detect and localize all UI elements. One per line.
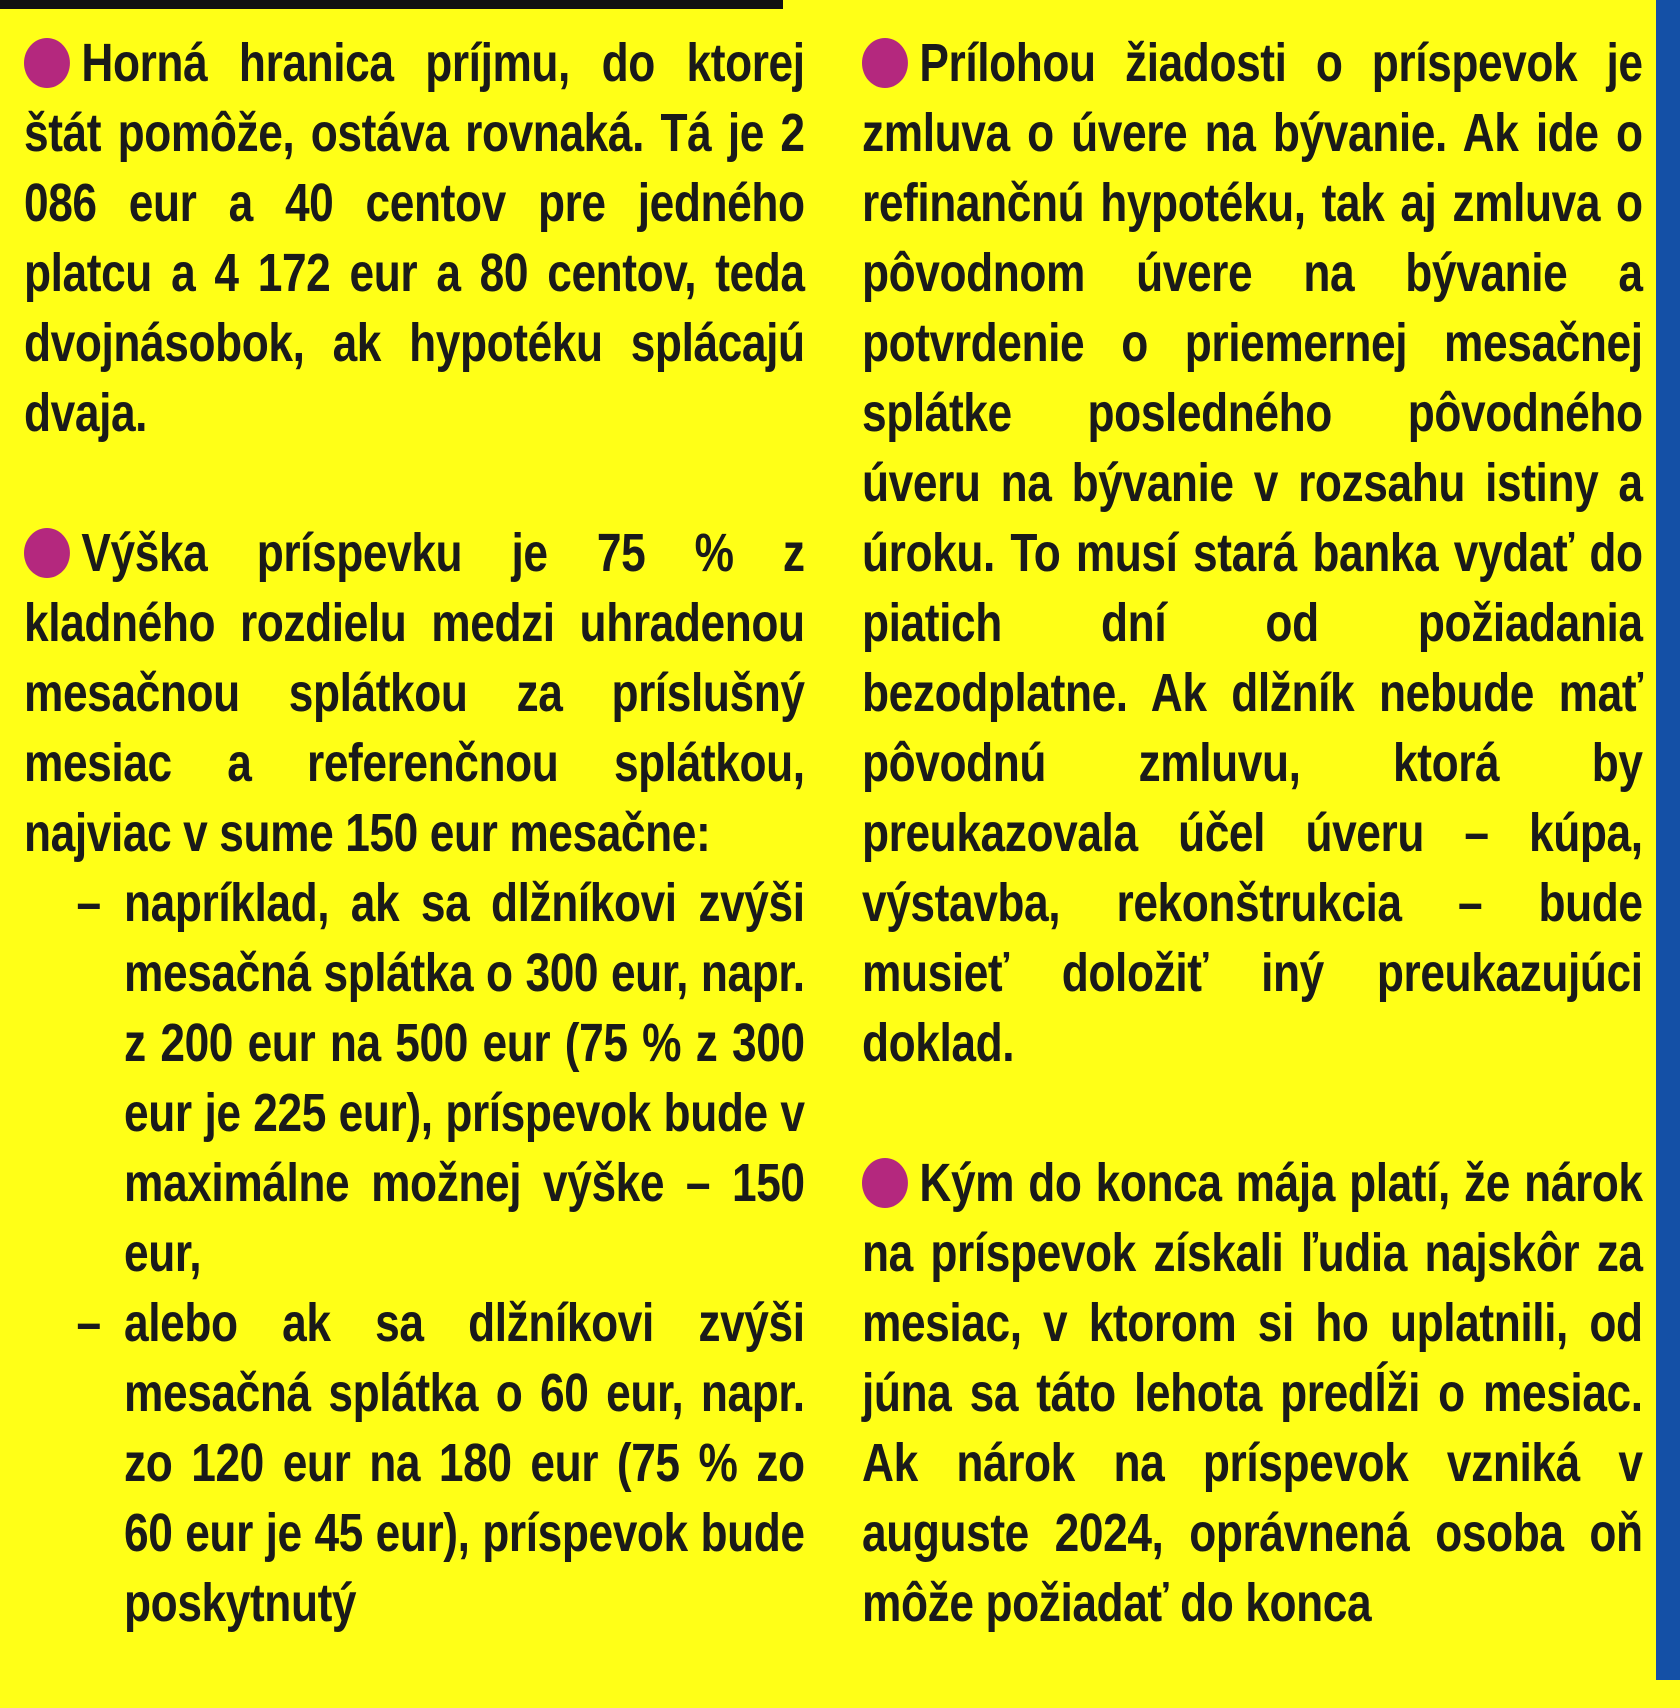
dash-marker: –: [76, 1293, 101, 1353]
bullet-dot-icon: [862, 1158, 908, 1208]
example-text: napríklad, ak sa dlžníkovi zvýši mesačná splátka o 300 eur, napr. z 200 eur na 500 eur (75 % z 300 eur je 225 eur), príspevok bude v maximálne možnej výške – 150 eur,: [124, 873, 805, 1283]
attachments-text: Prílohou žiadosti o príspevok je zmluva o úvere na bývanie. Ak ide o refinančnú hypotéku, tak aj zmluva o pôvodnom úvere na bývanie a potvrdenie o priemernej mesačnej splátke posledného pôvodného úveru na bývanie v rozsahu istiny a úroku. To musí stará banka vydať do piatich dní od požiadania bezodplatne. Ak dlžník nebude mať pôvodnú zmluvu, ktorá by preukazovala účel úveru – kúpa, výstavba, rekonštrukcia – bude musieť doložiť iný preukazujúci doklad.: [862, 33, 1643, 1073]
side-stripe: [1656, 0, 1680, 1680]
example-item: [24, 868, 805, 1288]
paragraph-contribution-amount: [24, 518, 805, 868]
paragraph-attachments: [862, 28, 1643, 1078]
top-rule: [0, 0, 783, 9]
bullet-dot-icon: [24, 38, 70, 88]
dash-marker: –: [76, 873, 101, 933]
right-column: [862, 28, 1643, 1708]
bullet-dot-icon: [862, 38, 908, 88]
contribution-amount-text: Výška príspevku je 75 % z kladného rozdielu medzi uhradenou mesačnou splátkou za príslušný mesiac a referenčnou splátkou, najviac v sume 150 eur mesačne:: [24, 523, 805, 863]
bullet-dot-icon: [24, 528, 70, 578]
example-item: [24, 1288, 805, 1638]
paragraph-income-limit: [24, 28, 805, 448]
left-column: [24, 28, 805, 1638]
income-limit-text: Horná hranica príjmu, do ktorej štát pomôže, ostáva rovnaká. Tá je 2 086 eur a 40 centov pre jedného platcu a 4 172 eur a 80 centov, teda dvojnásobok, ak hypotéku splácajú dvaja.: [24, 33, 805, 443]
example-text: alebo ak sa dlžníkovi zvýši mesačná splátka o 60 eur, napr. zo 120 eur na 180 eur (75 % zo 60 eur je 45 eur), príspevok bude poskytnutý: [124, 1293, 805, 1633]
paragraph-deadline: [862, 1148, 1643, 1638]
example-list: [24, 868, 805, 1638]
deadline-text: Kým do konca mája platí, že nárok na príspevok získali ľudia najskôr za mesiac, v ktorom si ho uplatnili, od júna sa táto lehota predĺži o mesiac. Ak nárok na príspevok vzniká v auguste 2024, oprávnená osoba oň môže požiadať do konca: [862, 1153, 1643, 1633]
